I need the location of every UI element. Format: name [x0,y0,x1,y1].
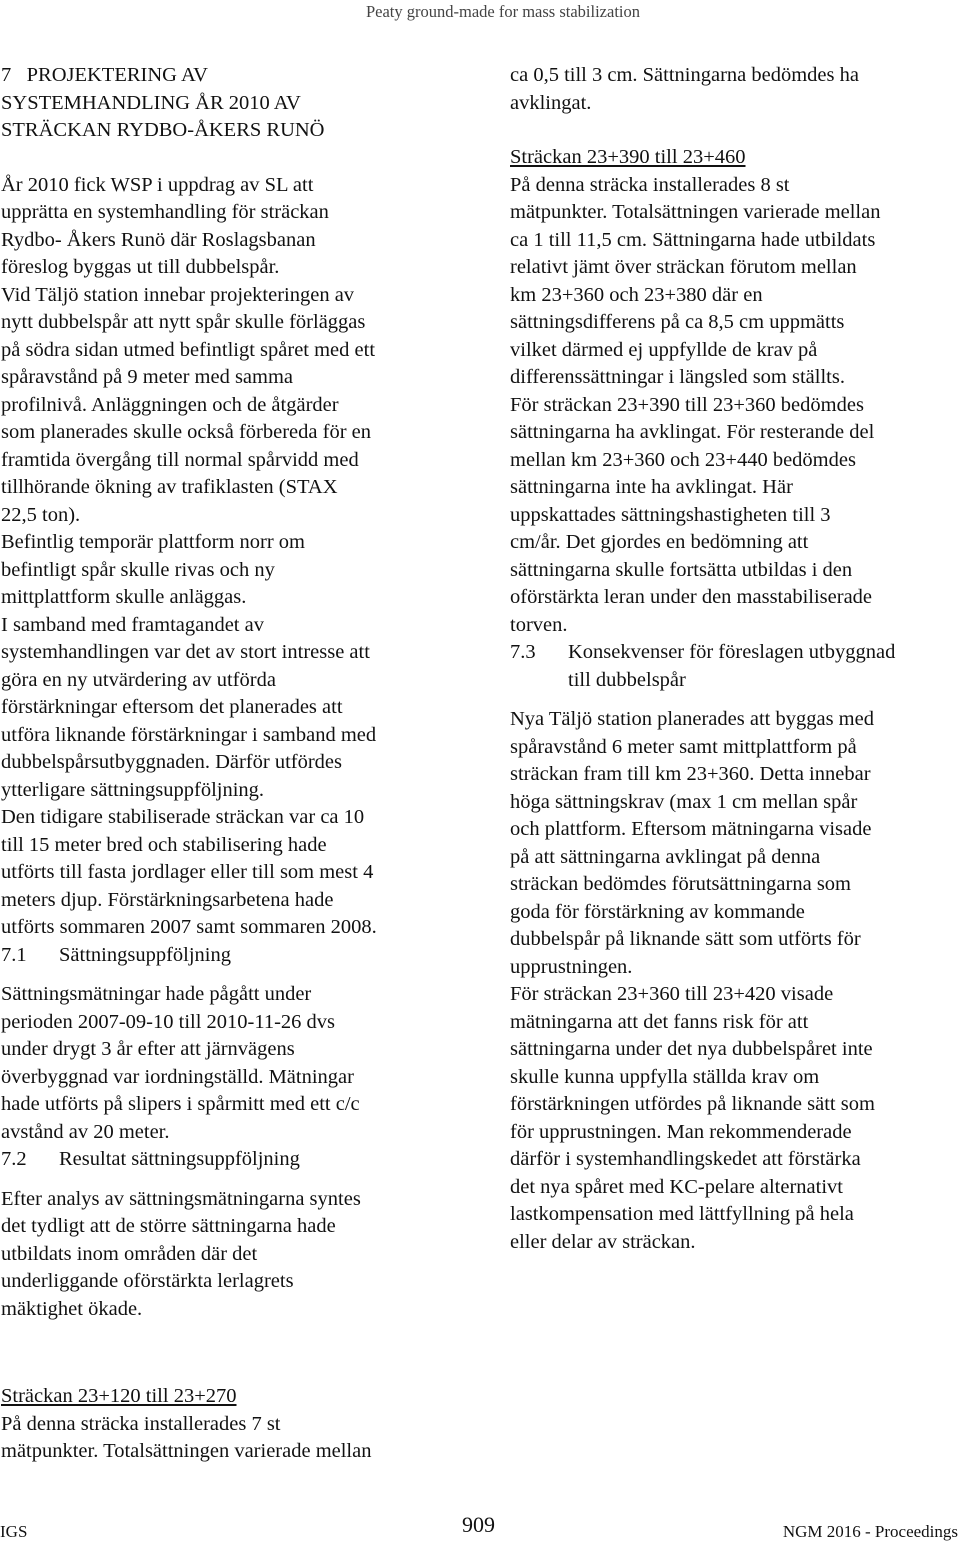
text-line: mätpunkter. Totalsättningen varierade mellan [510,201,881,223]
text-line: avstånd av 20 meter. [1,1120,170,1143]
paragraph-results [1,1186,461,1324]
text-line: perioden 2007-09-10 till 2010-11-26 dvs [1,1010,336,1033]
text-line: dubbelspår på liknande sätt som utförts för [510,928,861,950]
text-line: År 2010 fick WSP i uppdrag av SL att [1,173,314,196]
text-line: det tydligt att de större sättningarna hade [1,1215,336,1237]
section-title [568,639,950,694]
text-line: framtida övergång till normal spårvidd med [1,448,359,471]
text-line: oförstärkta leran under den masstabiliserade [510,586,873,608]
text-line: På denna sträcka installerades 8 st [510,173,790,196]
text-line: mätningarna att det fanns risk för att [510,1010,809,1033]
text-line: det nya spåret med KC-pelare alternativt [510,1175,843,1198]
text-line: cm/år. Det gjordes en bedömning att [510,531,809,553]
text-line: sättningarna ha avklingat. För resterande del [510,421,875,443]
footer-right: NGM 2016 - Proceedings [782,1522,958,1541]
paragraph-continuation [510,62,950,117]
text-line: sättningarna inte ha avklingat. Här [510,476,793,498]
text-line: För sträckan 23+390 till 23+360 bedömdes [510,393,864,416]
text-line: nytt dubbelspår att nytt spår skulle förläggas [1,311,366,333]
section-7-title-line: 7 PROJEKTERING AV [1,64,208,86]
paragraph-intro [1,172,461,942]
subsection-title: Sträckan 23+390 till 23+460 [510,146,746,168]
text-line: och plattform. Eftersom mätningarna visade [510,818,872,840]
text-line: profilnivå. Anläggningen och de åtgärder [1,393,339,416]
text-line: dubbelspårsutbyggnaden. Därför utfördes [1,751,343,773]
text-line: föreslog byggas ut till dubbelspår. [1,256,280,278]
text-line: mittplattform skulle anläggas. [1,586,247,608]
text-line: för upprustningen. Man rekommenderade [510,1120,852,1143]
text-line: Befintlig temporär plattform norr om [1,531,306,553]
section-7-1-heading [1,942,461,970]
text-line: utförts sommaren 2007 samt sommaren 2008. [1,916,377,938]
text-line: 22,5 ton). [1,503,81,526]
section-number: 7.1 [1,943,27,966]
text-line: goda för förstärkning av kommande [510,900,805,923]
text-line: till 15 meter bred och stabilisering hade [1,833,327,856]
text-line: Rydbo- Åkers Runö där Roslagsbanan [1,228,316,251]
text-line: tillhörande ökning av trafiklasten (STAX [1,476,338,498]
text-line: utförts till fasta jordlager eller till som mest 4 [1,861,374,883]
text-line: förstärkningar eftersom det planerades att [1,696,343,718]
text-line: På denna sträcka installerades 7 st [1,1412,281,1435]
left-bottom-block [1,1383,461,1466]
text-line: upprätta en systemhandling för sträckan [1,201,329,223]
text-line: Vid Täljö station innebar projekteringen av [1,283,355,306]
text-line: upprustningen. [510,955,633,978]
text-line: sättningarna skulle fortsätta utbildas i den [510,558,853,581]
text-line: sträckan bedömdes förutsättningarna som [510,873,852,895]
page-number: 909 [462,1512,495,1537]
paragraph-settlement-measurements [1,981,461,1146]
section-number: 7.3 [510,641,536,663]
text-line: torven. [510,613,568,636]
footer-left: IGS [0,1522,28,1541]
text-line: sättningsdifferens på ca 8,5 cm uppmätts [510,311,845,333]
text-line: sträckan fram till km 23+360. Detta innebar [510,763,871,785]
text-line: systemhandlingen var det av stort intresse att [1,641,370,663]
left-column [1,62,461,1323]
right-column [510,62,950,1256]
text-line: därför i systemhandlingskedet att förstärka [510,1148,861,1170]
text-line: spåravstånd 6 meter samt mittplattform på [510,735,857,758]
text-line: vilket därmed ej uppfyllde de krav på [510,338,818,361]
section-7-title-line: SYSTEMHANDLING ÅR 2010 AV [1,91,301,114]
text-line: utföra liknande förstärkningar i samband med [1,723,377,746]
text-line: Sättningsmätningar hade pågått under [1,983,312,1005]
text-line: För sträckan 23+360 till 23+420 visade [510,983,834,1005]
paragraph-consequences [510,706,950,1256]
text-line: relativt jämt över sträckan förutom mellan [510,256,857,278]
text-line: eller delar av sträckan. [510,1230,696,1253]
running-header: Peaty ground-made for mass stabilization [365,2,640,21]
section-7-2-heading [1,1146,461,1174]
section-title-line: Konsekvenser för föreslagen utbyggnad [568,641,896,663]
page-footer [0,1512,960,1540]
section-number: 7.2 [1,1148,27,1170]
text-line: Den tidigare stabiliserade sträckan var ca 10 [1,806,365,828]
text-line: höga sättningskrav (max 1 cm mellan spår [510,790,858,813]
text-line: på södra sidan utmed befintligt spåret med ett [1,338,376,361]
text-line: I samband med framtagandet av [1,613,264,636]
text-line: utbildats inom områden där det [1,1242,258,1265]
text-line: förstärkningen utfördes på liknande sätt som [510,1093,875,1115]
text-line: avklingat. [510,91,592,114]
text-line: spåravstånd på 9 meter med samma [1,366,294,388]
text-line: lastkompensation med lättfyllning på hela [510,1203,854,1225]
text-line: mellan km 23+360 och 23+440 bedömdes [510,448,856,471]
text-line: Nya Täljö station planerades att byggas med [510,708,874,730]
section-7-title [1,62,461,145]
subsection-title: Sträckan 23+120 till 23+270 [1,1385,237,1407]
text-line: ca 0,5 till 3 cm. Sättningarna bedömdes ha [510,64,859,86]
text-line: mäktighet ökade. [1,1297,143,1320]
text-line: skulle kunna uppfylla ställda krav om [510,1065,820,1088]
paragraph-stretch-2 [510,172,950,640]
section-title: Resultat sättningsuppföljning [59,1148,300,1170]
text-line: uppskattades sättningshastigheten till 3 [510,503,831,526]
section-title: Sättningsuppföljning [59,943,231,966]
text-line: överbyggnad var iordningställd. Mätningar [1,1065,354,1088]
text-line: differenssättningar i längsled som ställts. [510,366,845,388]
section-title-line: till dubbelspår [568,668,686,691]
text-line: meters djup. Förstärkningsarbetena hade [1,888,334,911]
paragraph-stretch-1 [1,1411,461,1466]
section-7-title-line: STRÄCKAN RYDBO-ÅKERS RUNÖ [1,119,325,141]
text-line: hade utförts på slipers i spårmitt med ett c/c [1,1093,360,1115]
text-line: på att sättningarna avklingat på denna [510,845,821,868]
text-line: som planerades skulle också förbereda för en [1,421,371,443]
text-line: göra en ny utvärdering av utförda [1,668,276,691]
text-line: km 23+360 och 23+380 där en [510,283,763,306]
text-line: underliggande oförstärkta lerlagrets [1,1270,294,1292]
text-line: Efter analys av sättningsmätningarna syntes [1,1187,361,1210]
section-7-3-heading [510,639,950,694]
text-line: mätpunkter. Totalsättningen varierade mellan [1,1440,372,1462]
text-line: befintligt spår skulle rivas och ny [1,558,275,581]
text-line: ca 1 till 11,5 cm. Sättningarna hade utbildats [510,228,876,251]
text-line: sättningarna under det nya dubbelspåret inte [510,1038,873,1060]
text-line: under drygt 3 år efter att järnvägens [1,1038,295,1060]
text-line: ytterligare sättningsuppföljning. [1,778,265,801]
